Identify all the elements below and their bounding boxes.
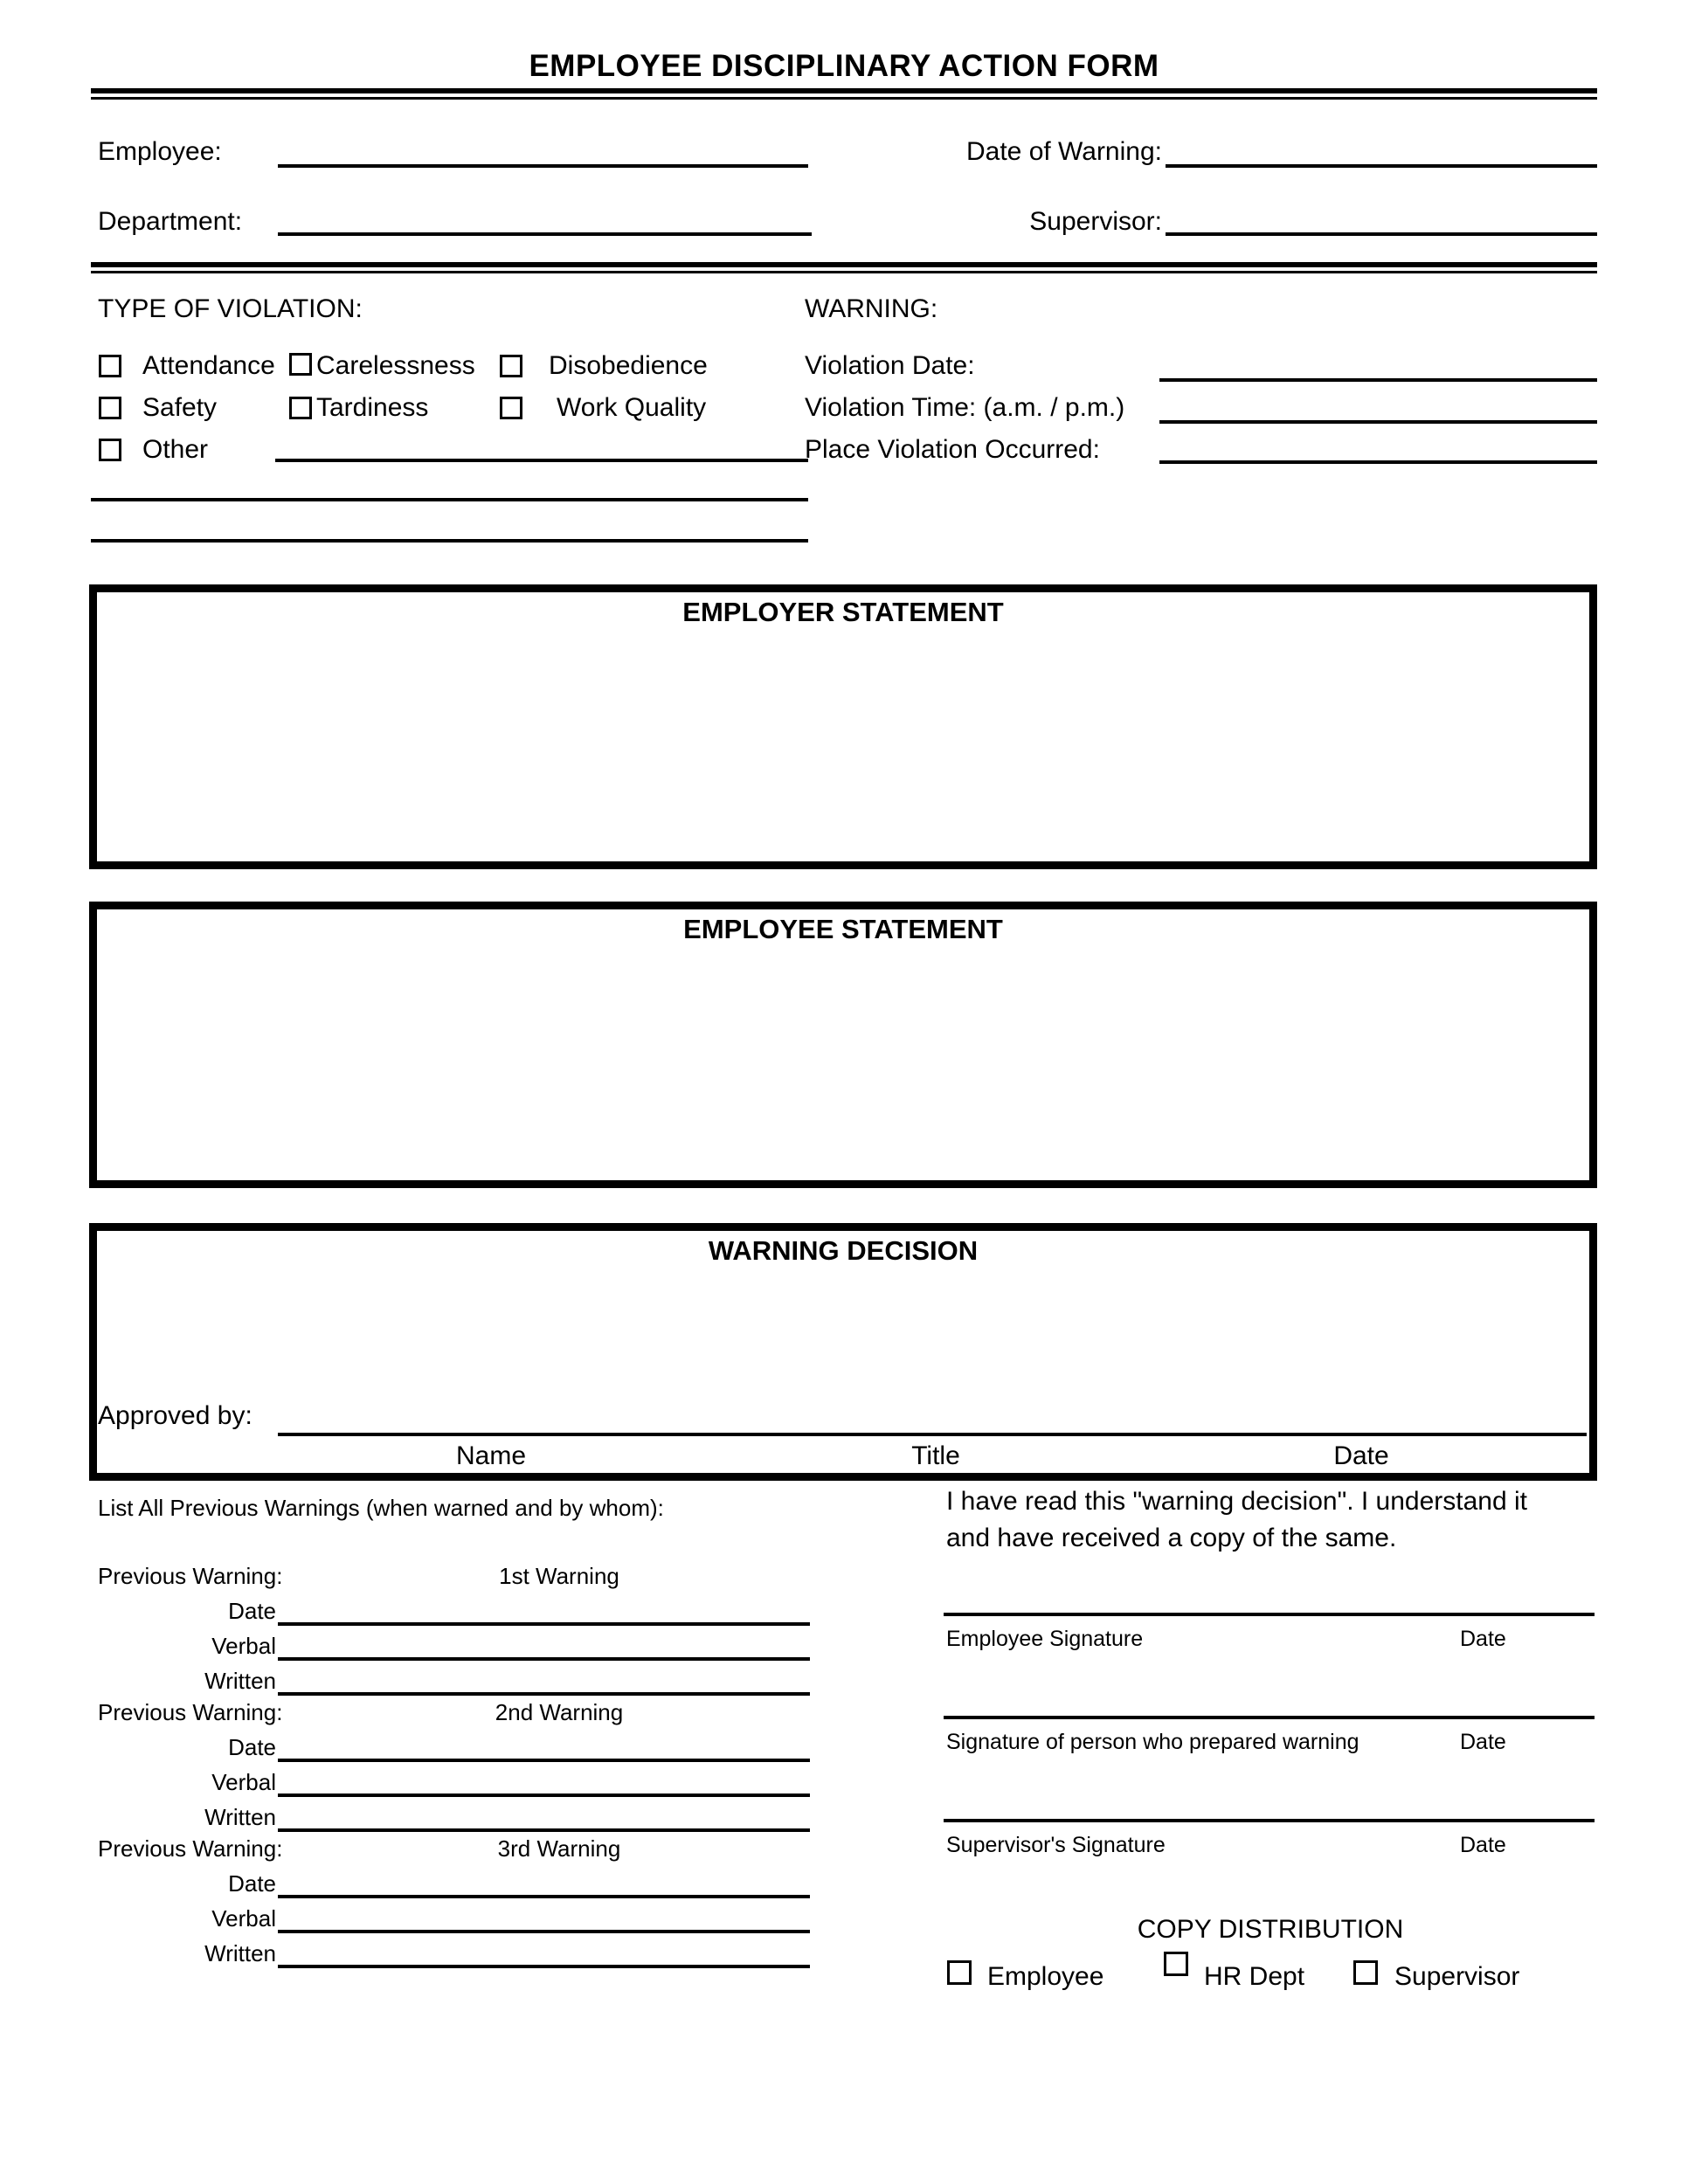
warning-decision-title: WARNING DECISION	[708, 1235, 979, 1266]
previous-warnings-heading: List All Previous Warnings (when warned and by whom):	[98, 1495, 664, 1521]
employee-label: Employee:	[98, 137, 222, 166]
other-option-label: Other	[142, 435, 209, 464]
employee-signature-input-line[interactable]	[944, 1613, 1595, 1616]
other-checkbox[interactable]	[99, 439, 121, 461]
copy-employee-label: Employee	[987, 1962, 1104, 1991]
acknowledgement-line-2: and have received a copy of the same.	[946, 1524, 1397, 1552]
copy-employee-checkbox[interactable]	[947, 1960, 972, 1985]
second-warning-label: 2nd Warning	[495, 1699, 624, 1725]
copy-hr-dept-checkbox[interactable]	[1164, 1952, 1188, 1976]
violation-time-input-line[interactable]	[1159, 420, 1597, 424]
department-label: Department:	[98, 207, 243, 236]
acknowledgement-line-1: I have read this "warning decision". I understand it	[946, 1487, 1528, 1516]
pw2-date-label: Date	[228, 1734, 276, 1760]
pw1-written-label: Written	[204, 1668, 276, 1694]
employee-statement-box	[89, 902, 1597, 1188]
pw1-written-input-line[interactable]	[278, 1692, 810, 1696]
employee-statement-input-area[interactable]	[105, 951, 1581, 1172]
employee-statement-title: EMPLOYEE STATEMENT	[683, 914, 1003, 944]
approved-date-label: Date	[1333, 1441, 1389, 1470]
pw1-verbal-label: Verbal	[211, 1633, 276, 1659]
place-violation-label: Place Violation Occurred:	[805, 435, 1100, 464]
previous-warning-label-1: Previous Warning:	[98, 1563, 283, 1589]
employer-statement-box	[89, 584, 1597, 869]
supervisor-signature-date-label: Date	[1460, 1833, 1506, 1857]
tardiness-checkbox[interactable]	[289, 397, 312, 419]
pw1-verbal-input-line[interactable]	[278, 1657, 810, 1661]
pw3-written-label: Written	[204, 1940, 276, 1966]
pw3-date-input-line[interactable]	[278, 1895, 810, 1898]
approved-name-label: Name	[455, 1441, 527, 1470]
date-of-warning-input-line[interactable]	[1166, 164, 1597, 168]
attendance-checkbox[interactable]	[99, 355, 121, 377]
work-quality-checkbox[interactable]	[500, 397, 522, 419]
attendance-option-label: Attendance	[142, 351, 275, 380]
preparer-signature-label: Signature of person who prepared warning	[946, 1730, 1359, 1754]
pw1-date-label: Date	[228, 1598, 276, 1624]
divider-rule-top	[91, 88, 1597, 100]
employer-statement-input-area[interactable]	[105, 634, 1581, 854]
work-quality-option-label: Work Quality	[557, 393, 707, 422]
employer-statement-title: EMPLOYER STATEMENT	[682, 597, 1004, 627]
safety-option-label: Safety	[142, 393, 218, 422]
other-continuation-line-1[interactable]	[91, 498, 808, 501]
violation-time-label: Violation Time: (a.m. / p.m.)	[805, 393, 1125, 422]
supervisor-label: Supervisor:	[1029, 207, 1162, 236]
divider-rule-header	[91, 262, 1597, 273]
preparer-signature-input-line[interactable]	[944, 1716, 1595, 1719]
pw2-date-input-line[interactable]	[278, 1759, 810, 1762]
approved-by-input-line[interactable]	[278, 1433, 1587, 1436]
pw1-date-input-line[interactable]	[278, 1622, 810, 1626]
first-warning-label: 1st Warning	[499, 1563, 619, 1589]
employee-signature-label: Employee Signature	[946, 1627, 1144, 1651]
violation-date-input-line[interactable]	[1159, 378, 1597, 382]
page-title: EMPLOYEE DISCIPLINARY ACTION FORM	[529, 49, 1159, 83]
tardiness-option-label: Tardiness	[316, 393, 429, 422]
preparer-signature-date-label: Date	[1460, 1730, 1506, 1754]
supervisor-signature-label: Supervisor's Signature	[946, 1833, 1166, 1857]
carelessness-option-label: Carelessness	[316, 351, 475, 380]
other-detail-input-line[interactable]	[275, 459, 808, 462]
carelessness-checkbox[interactable]	[289, 353, 312, 376]
copy-hr-dept-label: HR Dept	[1204, 1962, 1305, 1991]
copy-distribution-heading: COPY DISTRIBUTION	[1137, 1915, 1404, 1944]
third-warning-label: 3rd Warning	[497, 1835, 621, 1862]
pw2-verbal-input-line[interactable]	[278, 1794, 810, 1797]
violation-date-label: Violation Date:	[805, 351, 975, 380]
employee-signature-date-label: Date	[1460, 1627, 1506, 1651]
previous-warning-label-2: Previous Warning:	[98, 1699, 283, 1725]
previous-warning-label-3: Previous Warning:	[98, 1835, 283, 1862]
other-continuation-line-2[interactable]	[91, 539, 808, 543]
pw3-written-input-line[interactable]	[278, 1965, 810, 1968]
pw2-written-input-line[interactable]	[278, 1828, 810, 1832]
approved-title-label: Title	[911, 1441, 960, 1470]
pw2-written-label: Written	[204, 1804, 276, 1830]
pw2-verbal-label: Verbal	[211, 1769, 276, 1795]
warning-decision-input-area[interactable]	[105, 1273, 1581, 1395]
disobedience-option-label: Disobedience	[549, 351, 708, 380]
type-of-violation-heading: TYPE OF VIOLATION:	[98, 294, 363, 323]
copy-supervisor-label: Supervisor	[1394, 1962, 1520, 1991]
pw3-date-label: Date	[228, 1870, 276, 1897]
copy-supervisor-checkbox[interactable]	[1353, 1960, 1378, 1985]
supervisor-signature-input-line[interactable]	[944, 1819, 1595, 1822]
place-violation-input-line[interactable]	[1159, 460, 1597, 464]
pw3-verbal-input-line[interactable]	[278, 1930, 810, 1933]
supervisor-input-line[interactable]	[1166, 232, 1597, 236]
approved-by-label: Approved by:	[98, 1401, 253, 1430]
disobedience-checkbox[interactable]	[500, 355, 522, 377]
safety-checkbox[interactable]	[99, 397, 121, 419]
pw3-verbal-label: Verbal	[211, 1905, 276, 1932]
warning-heading: WARNING:	[805, 294, 938, 323]
date-of-warning-label: Date of Warning:	[966, 137, 1162, 166]
